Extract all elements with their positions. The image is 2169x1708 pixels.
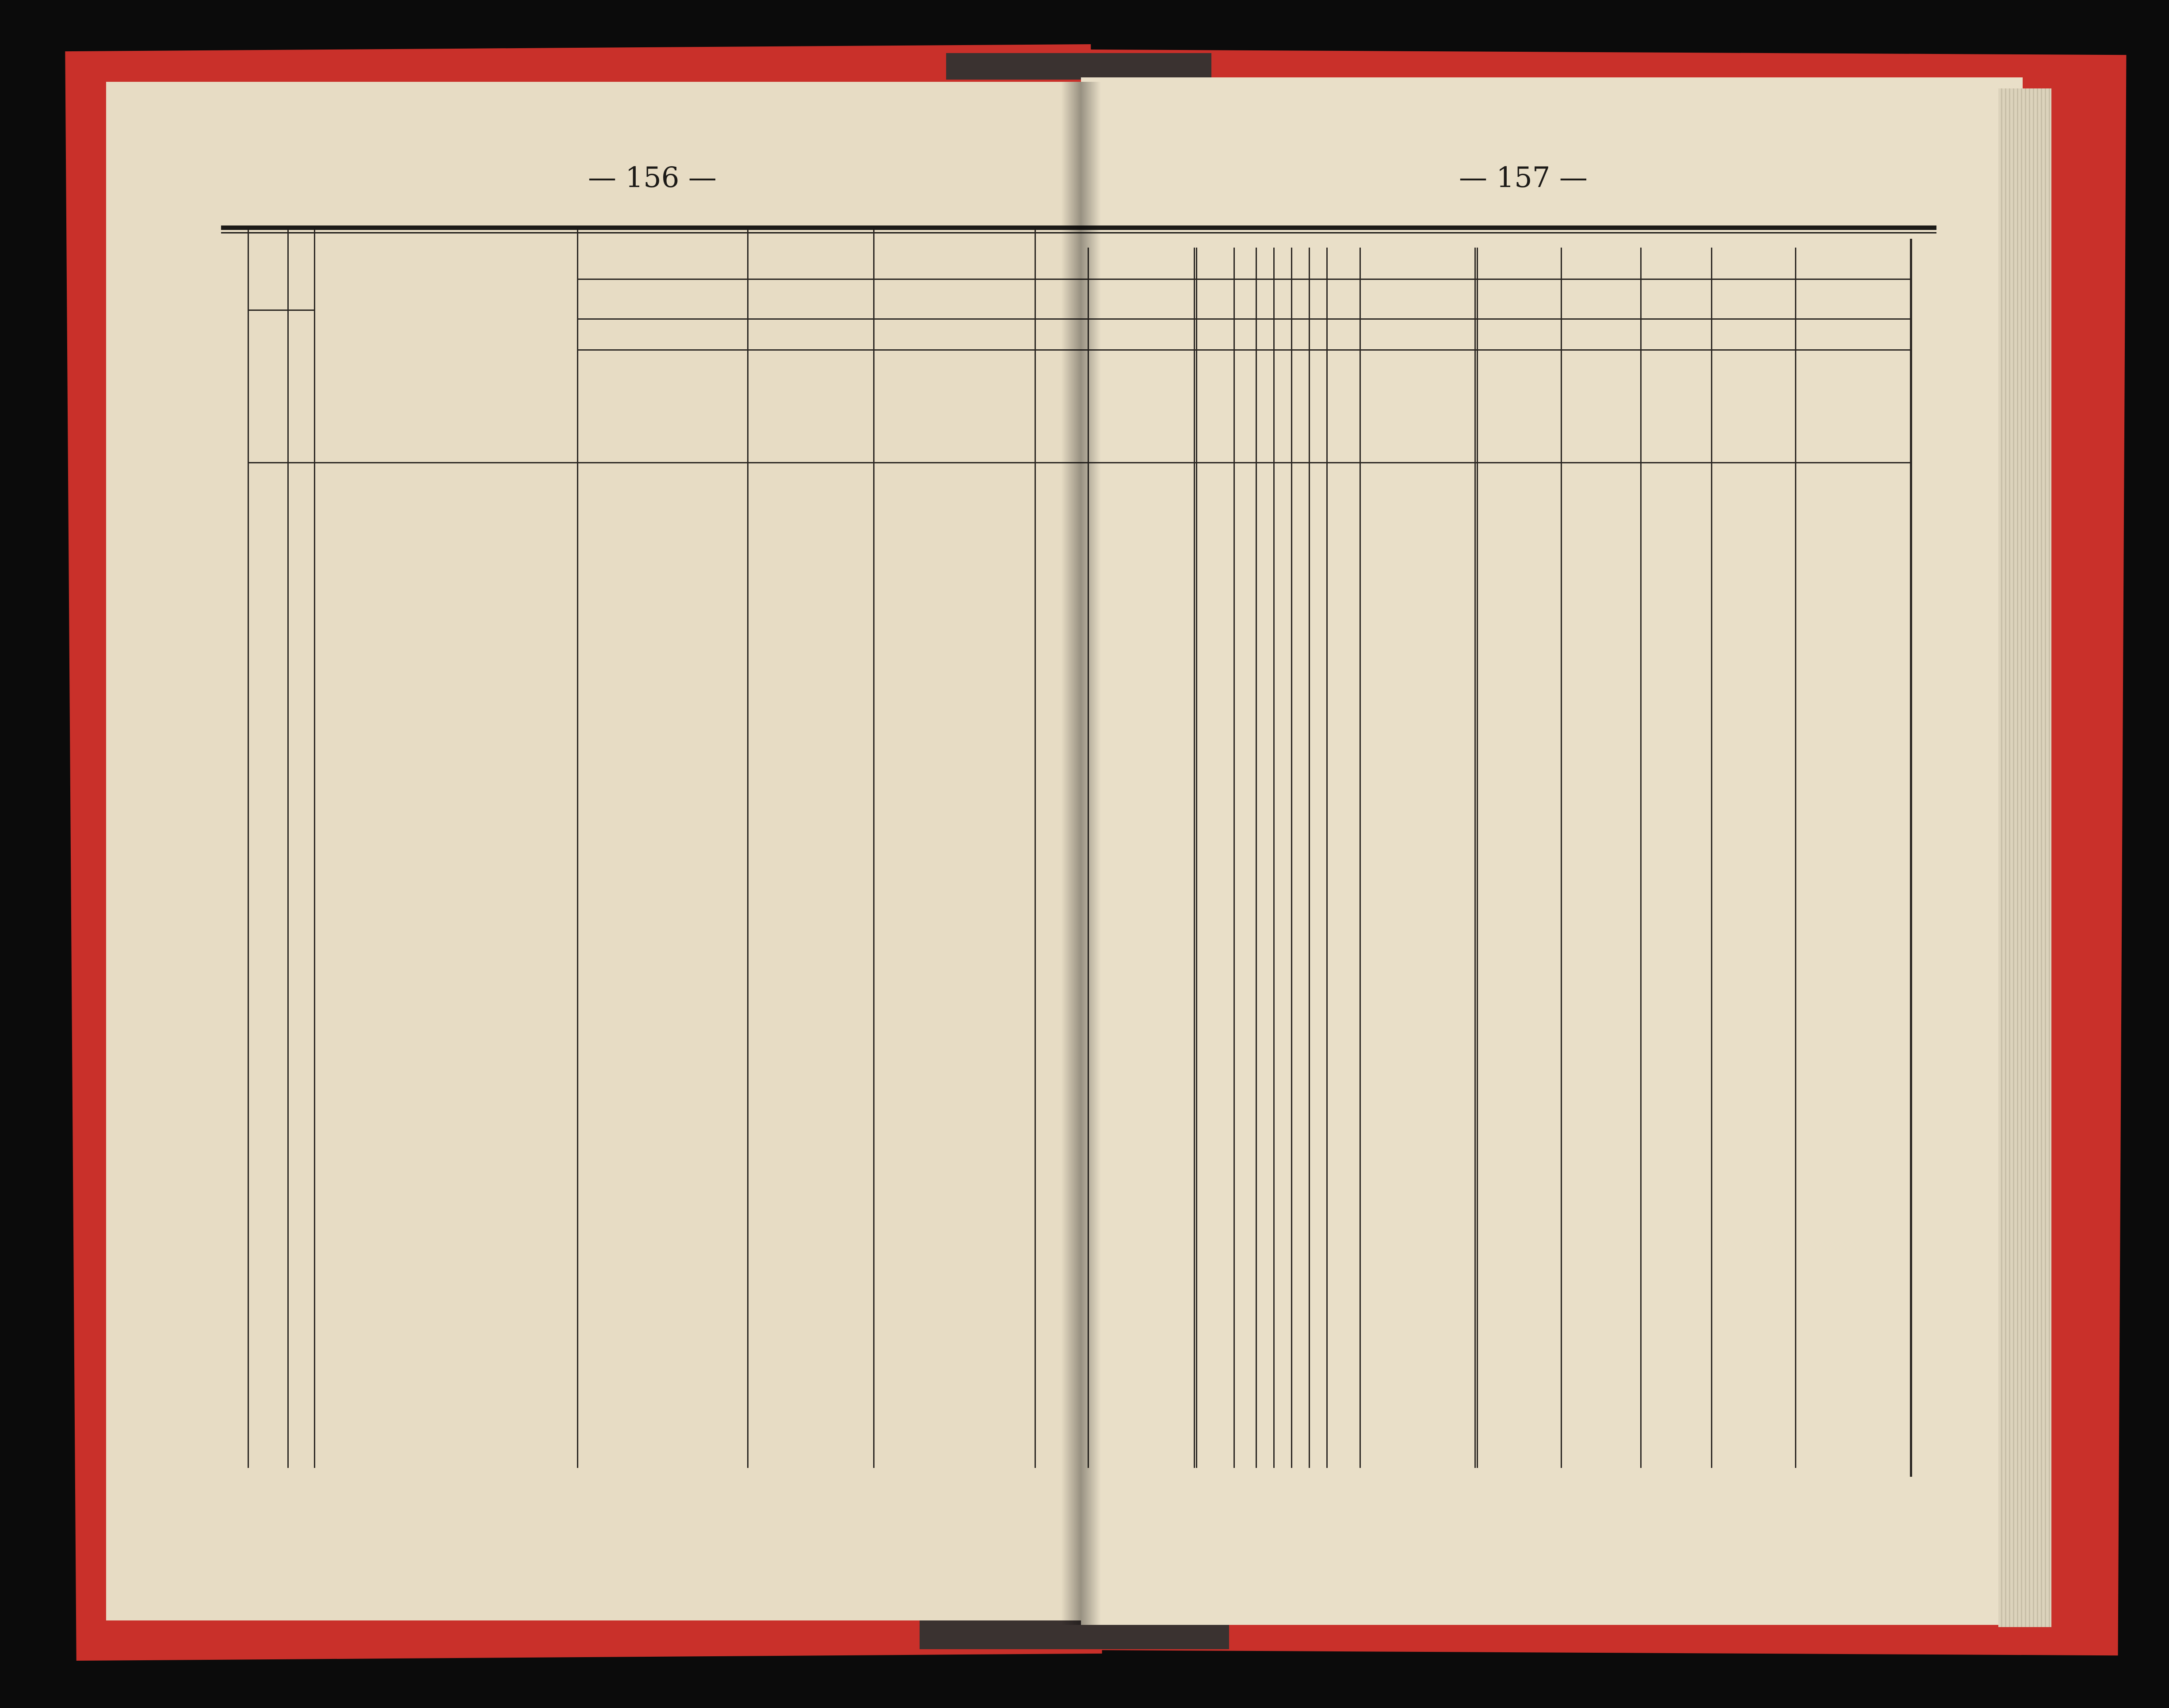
col-line-right-9 [1359,248,1361,1468]
page-edges [1998,88,2051,1627]
col-line-right-11 [1477,248,1478,1468]
loc-header-line [248,310,314,311]
header-line-2 [577,349,1910,351]
page-number-right: — 157 — [1459,161,1588,194]
right-page [1081,77,2023,1625]
header-line-0 [577,279,1910,280]
col-line-right-13 [1640,248,1642,1468]
left-page [106,82,1083,1620]
col-line-right-8 [1326,248,1328,1468]
col-line-left-5 [873,230,874,1468]
col-line-right-14 [1711,248,1712,1468]
table-right-border [1910,239,1912,1477]
col-line-left-0 [248,230,249,1468]
header-line-1 [577,318,1910,320]
book-gutter [1061,82,1101,1625]
col-line-left-3 [577,230,578,1468]
col-line-left-1 [287,230,289,1468]
col-line-right-3 [1233,248,1235,1468]
col-line-right-5 [1273,248,1275,1468]
page-number-left: — 156 — [588,161,717,194]
col-line-right-7 [1309,248,1310,1468]
col-line-right-1 [1194,248,1195,1468]
col-line-right-6 [1291,248,1292,1468]
col-line-left-4 [747,230,748,1468]
col-line-right-15 [1795,248,1796,1468]
col-line-left-6 [1035,230,1036,1468]
col-line-left-2 [314,230,315,1468]
book-spine-top [946,53,1211,80]
col-line-right-2 [1196,248,1197,1468]
col-line-right-4 [1256,248,1257,1468]
col-line-right-12 [1561,248,1562,1468]
col-line-right-10 [1474,248,1476,1468]
